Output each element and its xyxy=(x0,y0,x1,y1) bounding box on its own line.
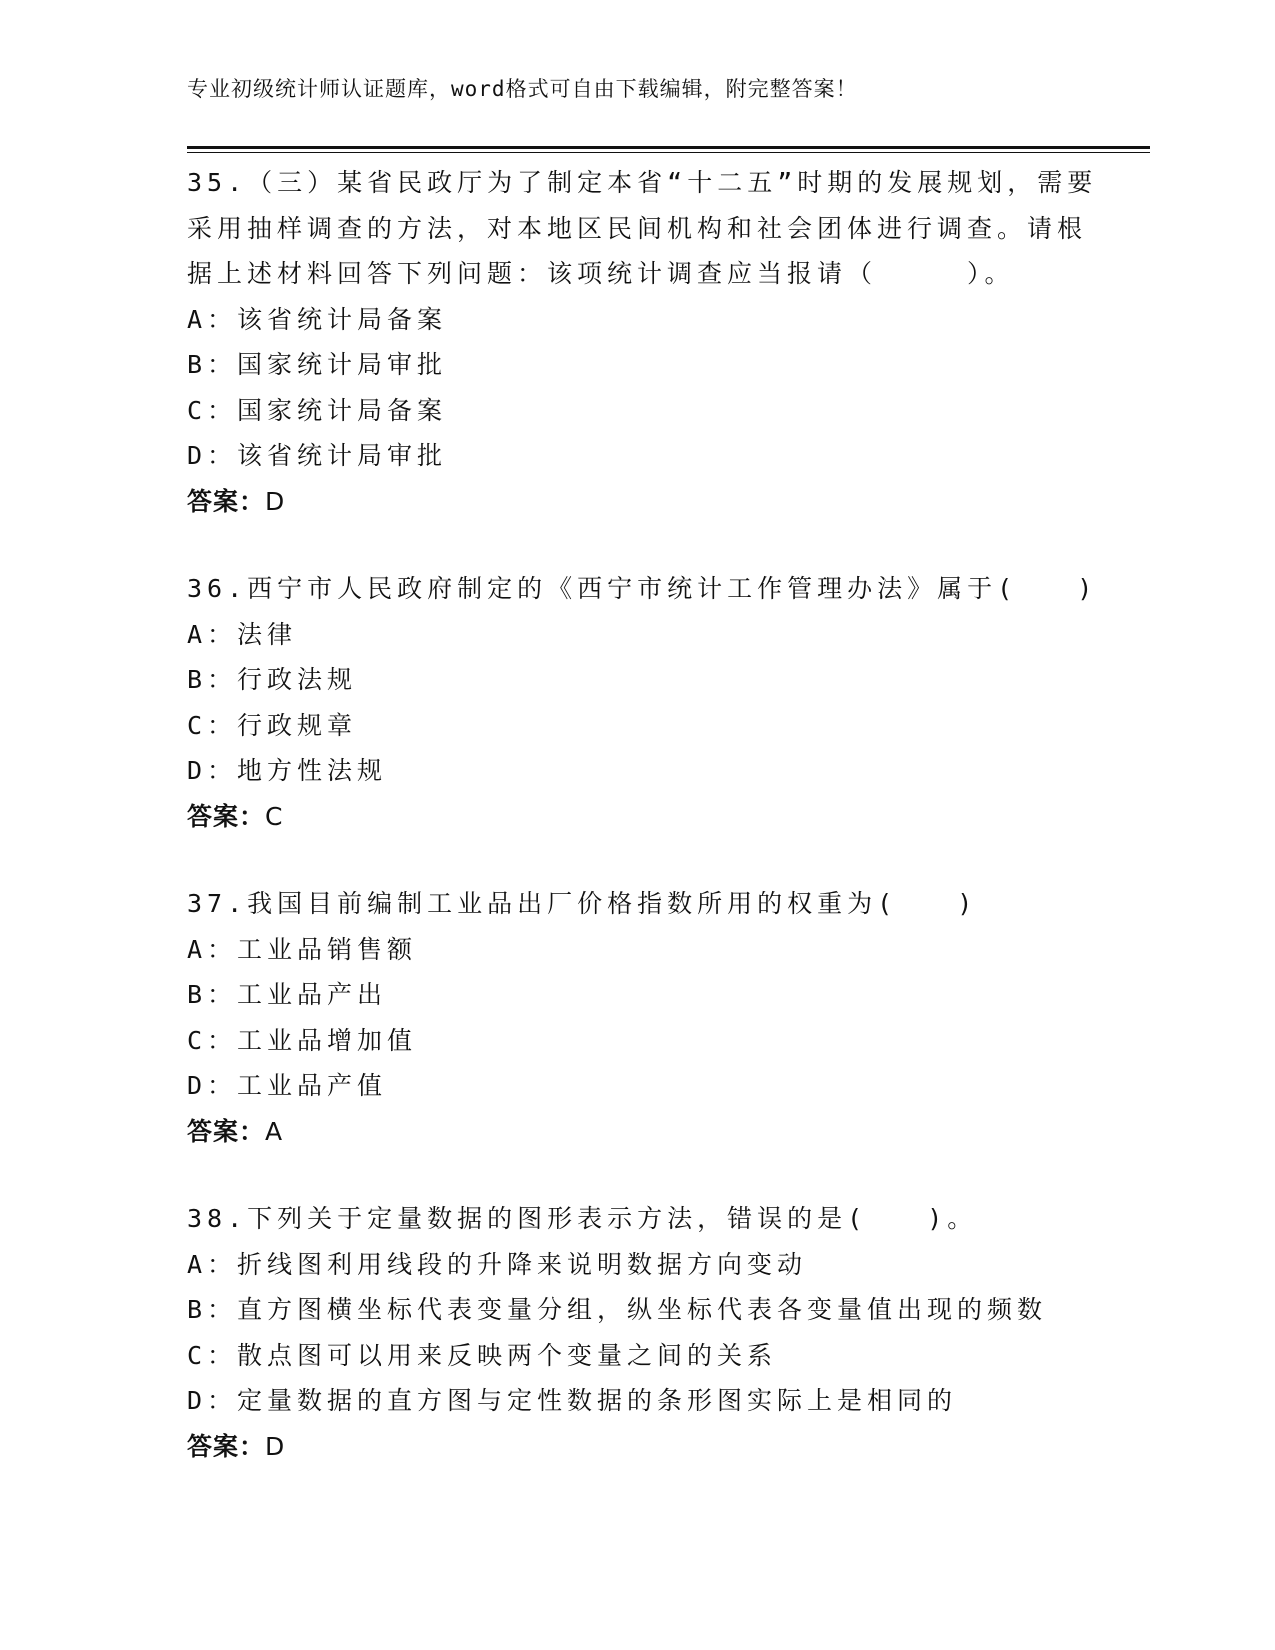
question-list xyxy=(187,160,1098,1511)
answer-label: 答案： xyxy=(187,801,266,831)
question-38 xyxy=(187,1196,1087,1469)
answer-label: 答案： xyxy=(187,486,266,516)
option-d: D：工业品产值 xyxy=(187,1071,388,1100)
answer-label: 答案： xyxy=(187,1116,266,1146)
question-35 xyxy=(187,160,1098,524)
answer-value: D xyxy=(265,1431,286,1461)
answer-line xyxy=(187,1424,1087,1470)
option-b: B：直方图横坐标代表变量分组，纵坐标代表各变量值出现的频数 xyxy=(187,1295,1048,1324)
option-a: A：折线图利用线段的升降来说明数据方向变动 xyxy=(187,1249,808,1279)
option-c: C：工业品增加值 xyxy=(187,1025,418,1055)
answer-line xyxy=(187,479,1087,525)
question-36 xyxy=(187,566,1098,839)
question-stem-line: 36.西宁市人民政府制定的《西宁市统计工作管理办法》属于( ) xyxy=(187,574,1098,603)
question-37 xyxy=(187,881,1087,1154)
question-stem-line: 采用抽样调查的方法，对本地区民间机构和社会团体进行调查。请根 xyxy=(187,213,1088,243)
option-b: B：行政法规 xyxy=(187,665,358,694)
header-divider-thick xyxy=(187,146,1150,149)
header-divider-thin xyxy=(187,152,1150,153)
question-stem-line: 37.我国目前编制工业品出厂价格指数所用的权重为( ) xyxy=(187,889,978,918)
answer-label: 答案： xyxy=(187,1431,266,1461)
option-c: C：国家统计局备案 xyxy=(187,395,448,425)
question-stem-line: 38.下列关于定量数据的图形表示方法，错误的是( )。 xyxy=(187,1204,978,1233)
option-d: D：该省统计局审批 xyxy=(187,441,448,470)
answer-value: C xyxy=(265,801,284,831)
option-a: A：该省统计局备案 xyxy=(187,304,448,334)
answer-value: A xyxy=(265,1116,284,1146)
option-c: C：行政规章 xyxy=(187,710,358,740)
option-b: B：国家统计局审批 xyxy=(187,350,448,379)
option-d: D：地方性法规 xyxy=(187,756,388,785)
option-b: B：工业品产出 xyxy=(187,980,388,1009)
answer-line xyxy=(187,1109,1087,1155)
answer-line xyxy=(187,794,1087,840)
page-header: 专业初级统计师认证题库，word格式可自由下载编辑，附完整答案！ xyxy=(187,77,858,101)
option-a: A：工业品销售额 xyxy=(187,934,418,964)
option-d: D：定量数据的直方图与定性数据的条形图实际上是相同的 xyxy=(187,1386,958,1415)
answer-value: D xyxy=(265,486,286,516)
option-a: A：法律 xyxy=(187,619,298,649)
option-c: C：散点图可以用来反映两个变量之间的关系 xyxy=(187,1340,778,1370)
question-stem-line: 据上述材料回答下列问题：该项统计调查应当报请（ ）。 xyxy=(187,259,1015,288)
question-stem-line: 35.（三）某省民政厅为了制定本省“十二五”时期的发展规划，需要 xyxy=(187,168,1098,197)
